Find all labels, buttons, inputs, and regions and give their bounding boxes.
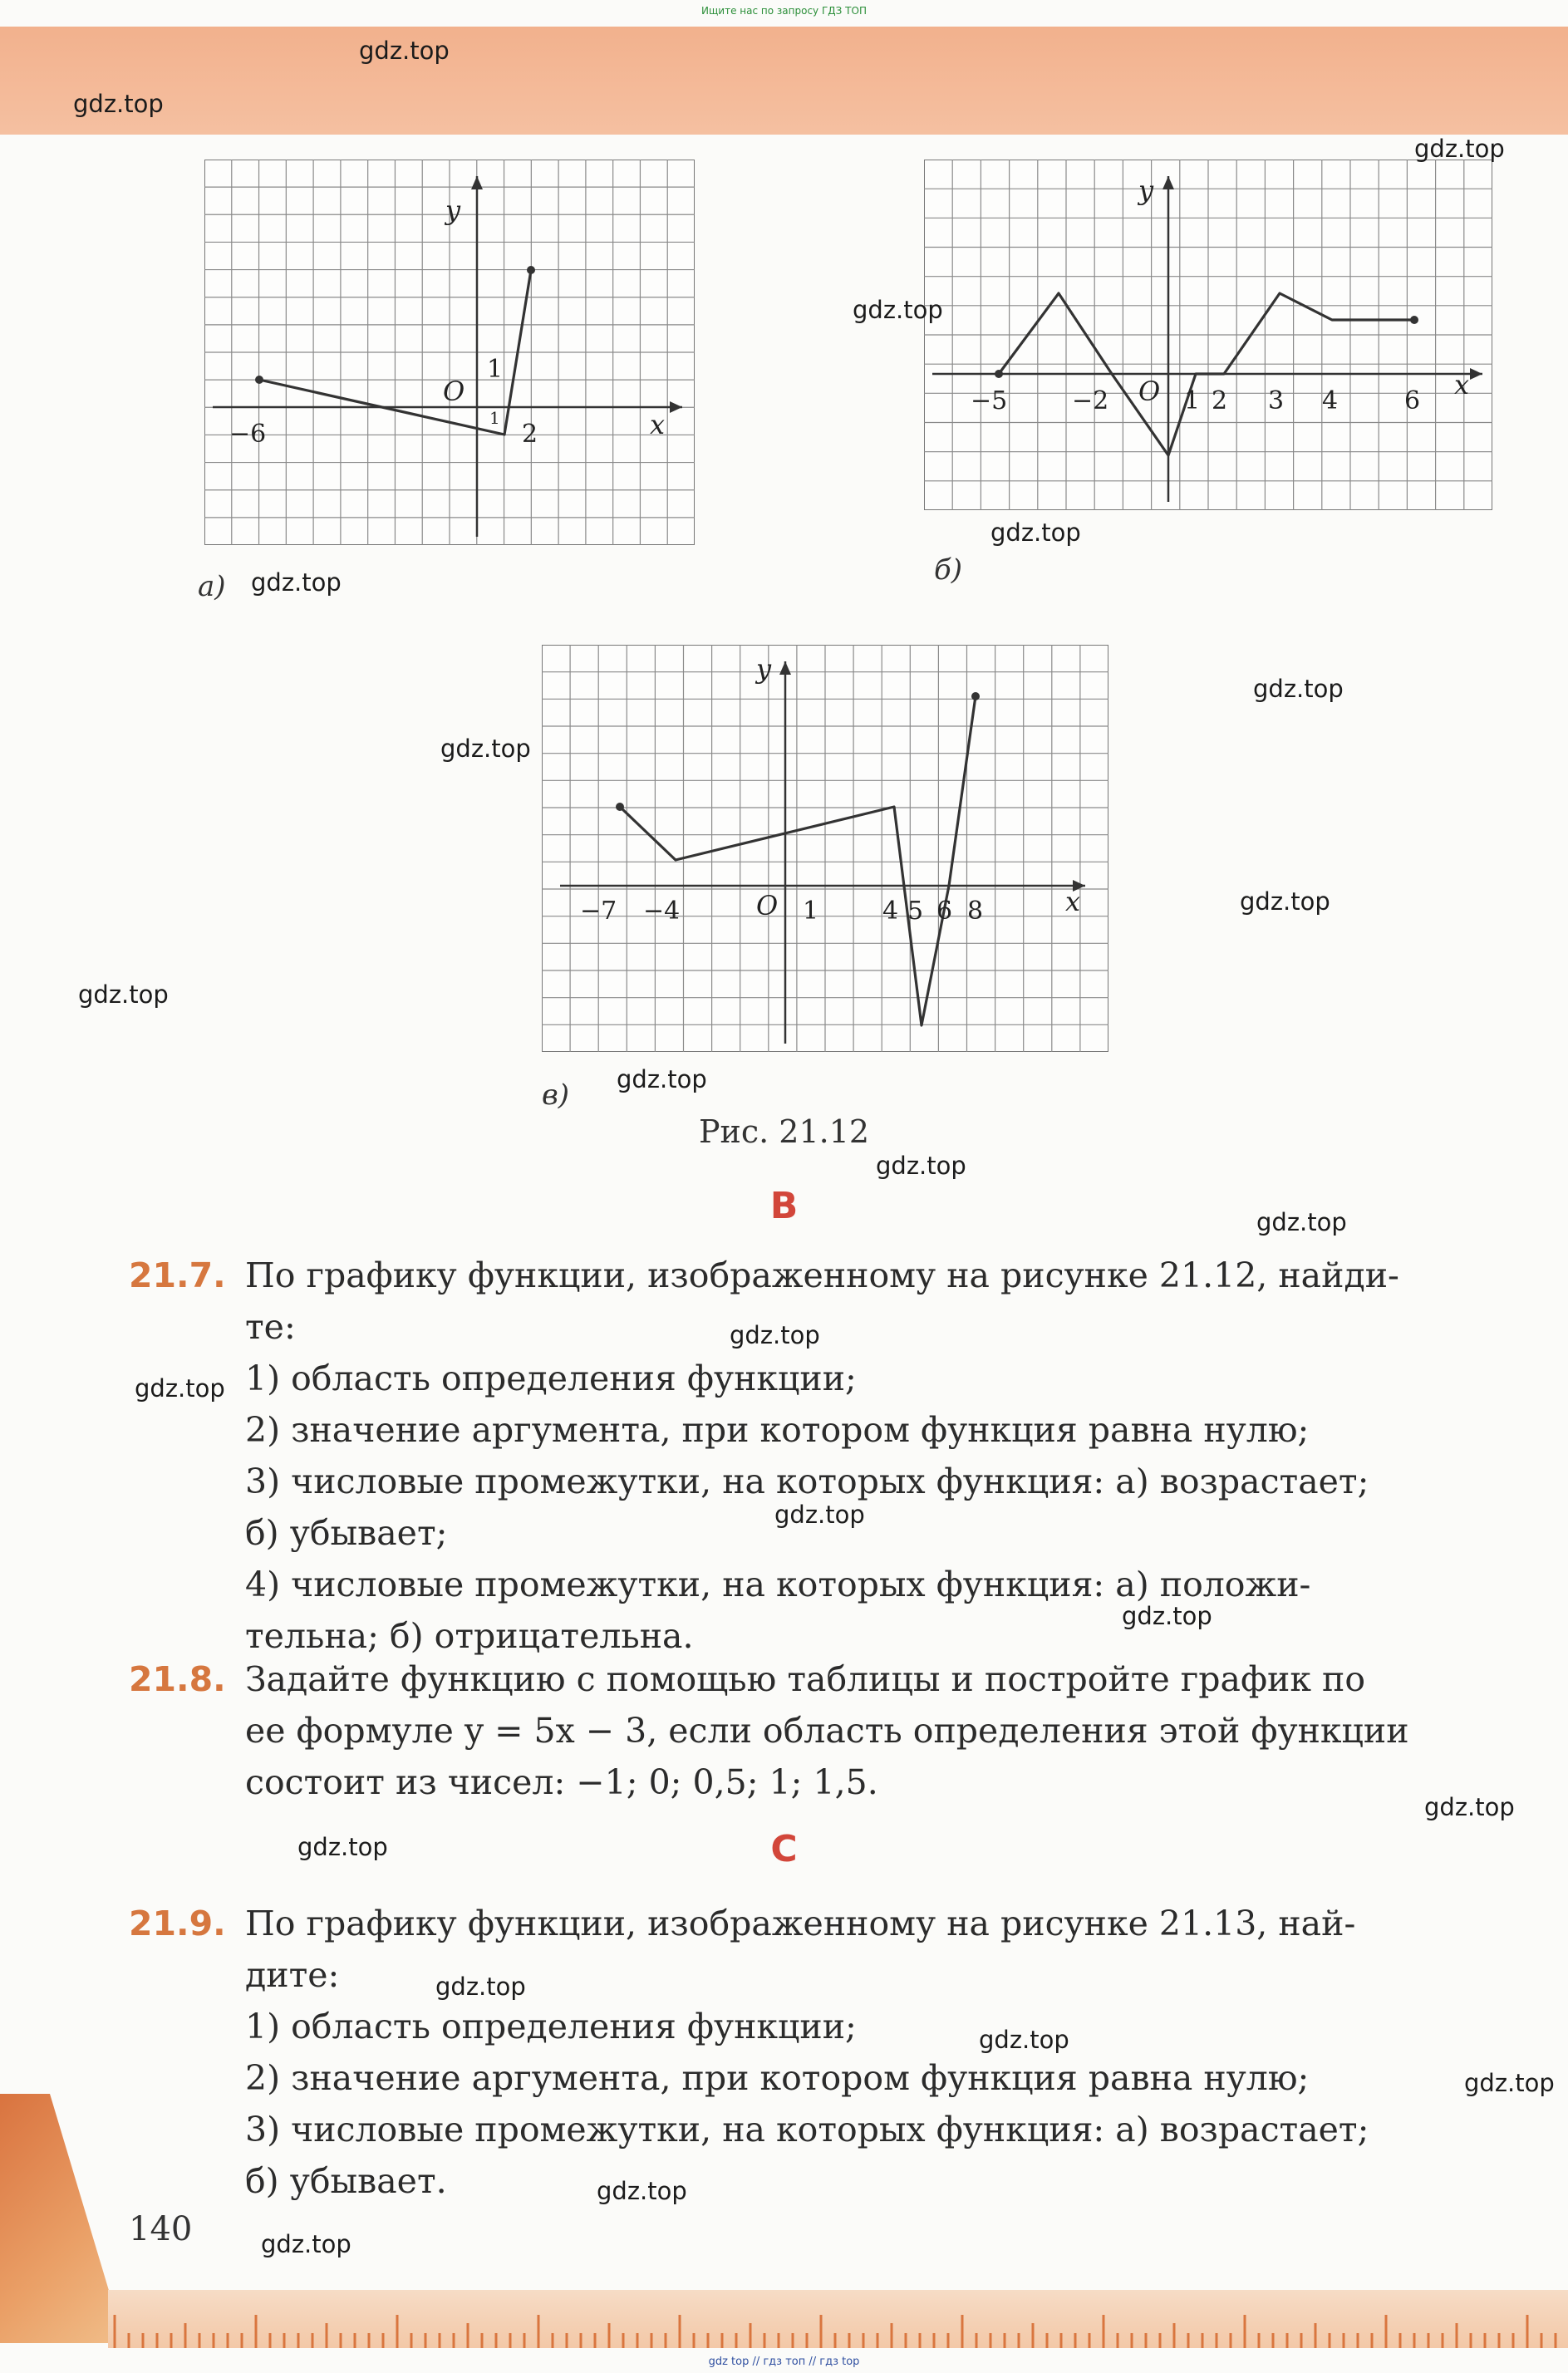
watermark: gdz.top [359,37,450,65]
task-line: ее формуле y = 5x − 3, если область определения этой функции [245,1711,1409,1751]
ruler-decoration [108,2290,1568,2348]
graph-b [924,160,1492,510]
watermark: gdz.top [440,734,531,763]
watermark: gdz.top [1464,2069,1555,2097]
tick-label: 1 [803,897,819,926]
task-line: 1) область определения функции; [245,2007,857,2046]
tick-label: 6 [936,897,953,926]
tick-label: −2 [1072,386,1109,415]
task-line: состоит из чисел: −1; 0; 0,5; 1; 1,5. [245,1762,878,1802]
tick-label: −6 [229,420,267,449]
task-21-7 [129,1250,1500,1662]
task-line: тельна; б) отрицательна. [245,1616,694,1656]
origin-label: O [443,376,465,407]
graph-a [204,160,695,545]
watermark: gdz.top [261,2230,351,2258]
origin-label: O [756,890,779,921]
watermark: gdz.top [853,296,943,324]
watermark: gdz.top [1240,887,1330,916]
ruler-ticks [108,2290,1568,2348]
y-axis-label: y [1138,174,1154,206]
figure-label-b: б) [934,553,963,587]
figure-label-a: а) [198,570,226,603]
task-line: 2) значение аргумента, при котором функция равна нулю; [245,1410,1310,1450]
section-letter-b: В [769,1185,799,1227]
tick-label: −7 [580,897,617,926]
endpoint [527,266,535,274]
watermark: gdz.top [990,518,1081,547]
watermark: gdz.top [1424,1793,1515,1821]
task-line: Задайте функцию с помощью таблицы и постройте график по [245,1659,1366,1699]
tick-label: 4 [882,897,899,926]
top-notice: Ищите нас по запросу ГДЗ ТОП [701,5,867,17]
watermark: gdz.top [297,1833,388,1861]
tick-label: 2 [1212,386,1228,415]
task-number: 21.9. [129,1904,226,1943]
task-line: 1) область определения функции; [245,1358,857,1398]
endpoint [255,376,263,384]
tick-label: −5 [971,386,1008,415]
tick-label: 3 [1268,386,1285,415]
x-axis-label: x [1065,886,1081,917]
task-line: По графику функции, изображенному на рисунке 21.12, найди- [245,1255,1399,1295]
page-number: 140 [129,2210,193,2248]
corner-decoration [0,2094,125,2343]
watermark: gdz.top [435,1973,526,2001]
tick-label: 4 [1322,386,1339,415]
origin-label: O [1138,376,1161,407]
watermark: gdz.top [135,1374,225,1403]
watermark: gdz.top [979,2026,1069,2054]
tick-label: 2 [522,420,538,449]
task-21-8 [129,1653,1500,1808]
endpoint [995,370,1003,378]
watermark: gdz.top [1414,135,1505,163]
x-axis-label: x [650,409,666,440]
tick-label: −4 [643,897,681,926]
task-line: те: [245,1307,296,1347]
tick-label: 8 [967,897,984,926]
watermark: gdz.top [774,1501,865,1529]
task-21-9 [129,1898,1500,2207]
watermark: gdz.top [876,1152,966,1180]
watermark: gdz.top [597,2177,687,2205]
watermark: gdz.top [251,568,342,597]
tick-label: 1 [487,355,504,384]
watermark: gdz.top [1122,1602,1212,1630]
bottom-notice: gdz top // гдз топ // гдз top [708,2356,860,2368]
task-line: дите: [245,1955,340,1995]
task-number: 21.8. [129,1659,226,1699]
task-line: 3) числовые промежутки, на которых функция: а) возрастает; [245,1462,1369,1501]
watermark: gdz.top [1253,675,1344,703]
tick-label: 1 [1184,386,1201,415]
y-axis-label: y [756,653,772,685]
watermark: gdz.top [730,1321,820,1349]
task-line: 4) числовые промежутки, на которых функция: а) положи- [245,1565,1311,1604]
task-line: 2) значение аргумента, при котором функция равна нулю; [245,2058,1310,2098]
watermark: gdz.top [78,980,169,1009]
task-line: 3) числовые промежутки, на которых функция: а) возрастает; [245,2110,1369,2149]
watermark: gdz.top [73,90,164,118]
header-band [0,27,1568,135]
x-axis-label: x [1454,369,1470,400]
task-line: б) убывает. [245,2161,447,2201]
watermark: gdz.top [1256,1208,1347,1236]
tick-label: 5 [907,897,924,926]
task-line: б) убывает; [245,1513,448,1553]
endpoint [1410,316,1418,324]
figure-caption: Рис. 21.12 [698,1113,870,1150]
figure-label-c: в) [542,1078,570,1112]
graph-c [542,645,1108,1052]
tick-label: 1 [489,408,500,428]
tick-label: 6 [1404,386,1421,415]
endpoint [971,692,980,700]
task-number: 21.7. [129,1255,226,1295]
watermark: gdz.top [617,1065,707,1093]
y-axis-label: y [445,194,461,226]
section-letter-c: С [770,1828,798,1870]
task-line: По графику функции, изображенному на рисунке 21.13, най- [245,1904,1356,1943]
endpoint [616,803,624,811]
